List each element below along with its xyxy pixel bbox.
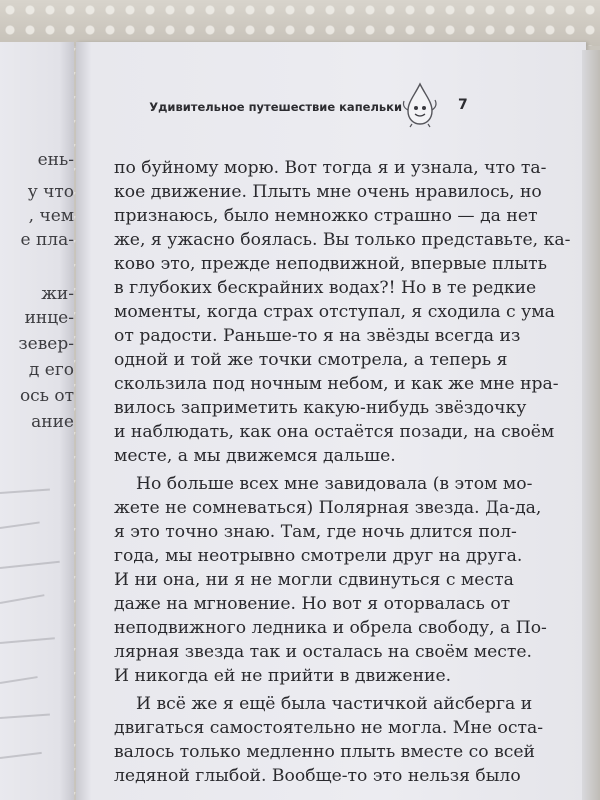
- illustration-sketch-stroke: [0, 594, 44, 604]
- left-page-line: жи-: [41, 284, 74, 304]
- illustration-sketch-stroke: [0, 521, 40, 529]
- right-page: [76, 42, 586, 800]
- body-text-line: же, я ужасно боялась. Вы только представьте, ка-: [114, 230, 571, 250]
- body-text-line: валось только медленно плыть вместе со всей: [114, 742, 535, 762]
- illustration-sketch-stroke: [0, 561, 60, 569]
- left-page-line: е пла-: [20, 230, 74, 250]
- body-text-line: И ни она, ни я не могли сдвинуться с места: [114, 570, 514, 590]
- left-page-line: ание: [31, 412, 74, 432]
- body-text-line: месте, а мы движемся дальше.: [114, 446, 396, 466]
- illustration-sketch-stroke: [0, 489, 50, 494]
- left-page-line: ось от: [19, 386, 74, 406]
- water-drop-icon: [400, 80, 440, 128]
- left-page-line: инце-: [24, 308, 74, 328]
- lace-border: [0, 0, 600, 46]
- left-page-line: , чем: [28, 206, 74, 226]
- left-page-line: зевер-: [18, 334, 74, 354]
- body-text-line: ледяной глыбой. Вообще-то это нельзя было: [114, 766, 521, 786]
- body-text-line: я это точно знаю. Там, где ночь длится пол-: [114, 522, 517, 542]
- body-text-line: года, мы неотрывно смотрели друг на друга.: [114, 546, 523, 566]
- left-page-line: у что: [27, 182, 74, 202]
- body-text-line: Но больше всех мне завидовала (в этом мо-: [136, 474, 533, 494]
- illustration-sketch-stroke: [0, 752, 42, 759]
- body-text-line: признаюсь, было немножко страшно — да нет: [114, 206, 538, 226]
- running-header-title: Удивительное путешествие капельки: [149, 100, 402, 114]
- body-text-line: кое движение. Плыть мне очень нравилось, но: [114, 182, 542, 202]
- left-page: [0, 42, 74, 800]
- body-text-line: от радости. Раньше-то я на звёзды всегда из: [114, 326, 521, 346]
- body-text-line: одной и той же точки смотрела, а теперь я: [114, 350, 508, 370]
- body-text-line: ково это, прежде неподвижной, впервые плыть: [114, 254, 548, 274]
- body-text-line: по буйному морю. Вот тогда я и узнала, что та-: [114, 158, 547, 178]
- illustration-sketch-stroke: [0, 676, 38, 684]
- body-text-line: и наблюдать, как она остаётся позади, на своём: [114, 422, 555, 442]
- body-text-line: лярная звезда так и осталась на своём месте.: [114, 642, 533, 662]
- body-text-line: двигаться самостоятельно не могла. Мне оста-: [114, 718, 544, 738]
- body-text-line: даже на мгновение. Но вот я оторвалась от: [114, 594, 511, 614]
- body-text-line: скользила под ночным небом, и как же мне нра-: [114, 374, 559, 394]
- body-text-line: И всё же я ещё была частичкой айсберга и: [136, 694, 533, 714]
- body-text-line: вилось заприметить какую-нибудь звёздочку: [114, 398, 527, 418]
- body-text-line: И никогда ей не прийти в движение.: [114, 666, 452, 686]
- illustration-sketch-stroke: [0, 714, 50, 719]
- left-page-line: ень-: [37, 150, 74, 170]
- body-text-line: неподвижного ледника и обрела свободу, а По-: [114, 618, 547, 638]
- body-text-line: моменты, когда страх отступал, я сходила с ума: [114, 302, 555, 322]
- page-edge-stack: [582, 50, 600, 800]
- body-text-line: в глубоких бескрайних водах?! Но в те редкие: [114, 278, 537, 298]
- page-number: 7: [458, 97, 468, 113]
- body-text-line: жете не сомневаться) Полярная звезда. Да-да,: [114, 498, 542, 518]
- left-page-line: д его: [28, 360, 74, 380]
- illustration-sketch-stroke: [0, 637, 55, 644]
